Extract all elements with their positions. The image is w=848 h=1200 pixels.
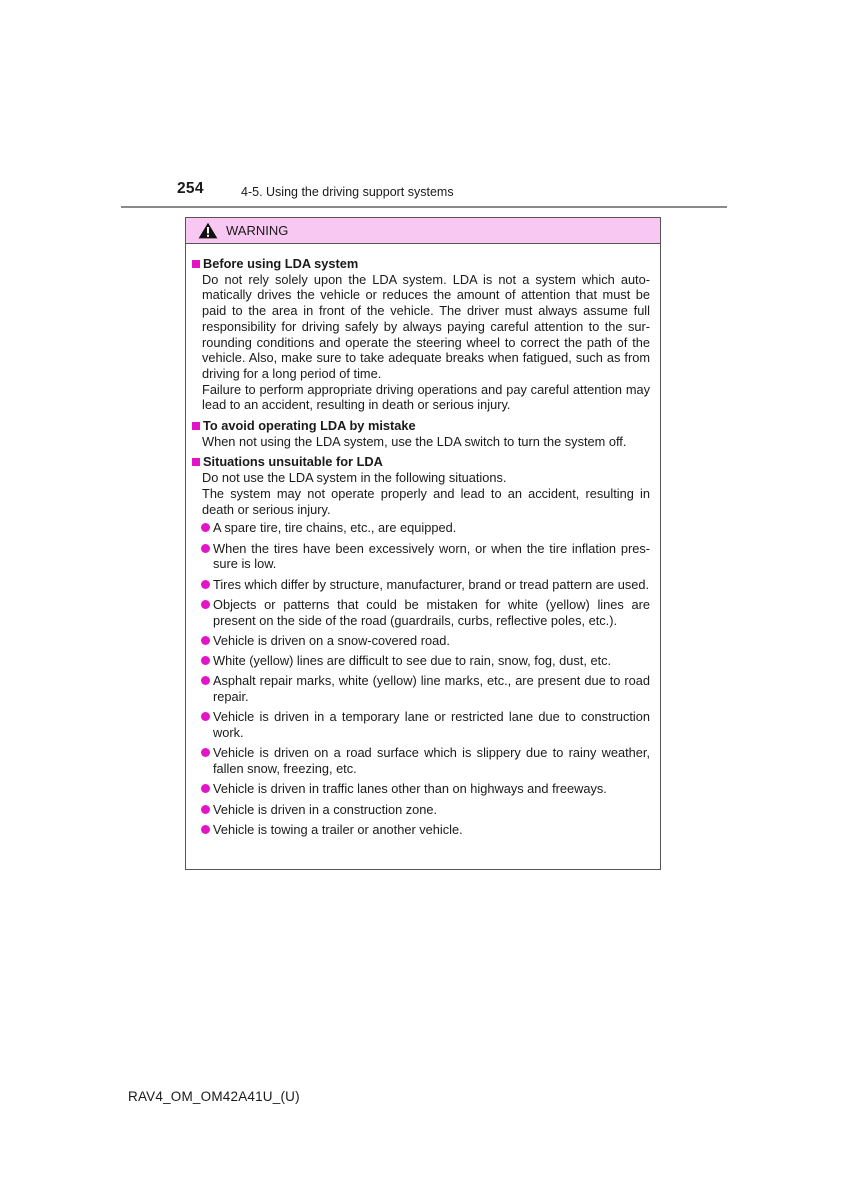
section-paragraph: The system may not operate properly and lead to an accident, resulting in death or serious injury. <box>202 485 650 517</box>
page-number: 254 <box>177 180 204 197</box>
warning-title: WARNING <box>226 223 289 238</box>
circle-bullet-icon <box>201 784 210 793</box>
list-item-text: White (yellow) lines are difficult to see due to rain, snow, fog, dust, etc. <box>213 653 612 669</box>
list-item <box>200 781 650 797</box>
warning-box <box>185 217 661 870</box>
list-item <box>200 673 650 704</box>
list-item <box>200 802 650 818</box>
section-paragraph: When not using the LDA system, use the LDA switch to turn the system off. <box>202 433 627 449</box>
warning-section <box>192 256 654 413</box>
list-item <box>200 577 650 593</box>
circle-bullet-icon <box>201 580 210 589</box>
section-heading <box>192 454 654 470</box>
list-item <box>200 597 650 628</box>
circle-bullet-icon <box>201 523 210 532</box>
circle-bullet-icon <box>201 656 210 665</box>
circle-bullet-icon <box>201 805 210 814</box>
section-heading-text: Before using LDA system <box>203 256 359 271</box>
list-item-text: Objects or patterns that could be mistaken for white (yellow) lines are present on the side of the road (guardrails, curbs, reflective poles, etc.). <box>213 596 650 628</box>
list-item <box>200 822 650 838</box>
list-item-text: Tires which differ by structure, manufacturer, brand or tread pattern are used. <box>213 576 650 592</box>
square-bullet-icon <box>192 422 200 430</box>
circle-bullet-icon <box>201 636 210 645</box>
warning-triangle-icon <box>198 222 218 239</box>
footer-doc-code: RAV4_OM_OM42A41U_(U) <box>128 1089 300 1104</box>
section-heading <box>192 418 654 434</box>
circle-bullet-icon <box>201 676 210 685</box>
section-title: 4-5. Using the driving support systems <box>241 185 454 199</box>
circle-bullet-icon <box>201 825 210 834</box>
list-item-text: Vehicle is driven on a snow-covered road. <box>213 632 450 648</box>
section-paragraph: Failure to perform appropriate driving operations and pay careful attention may lead to an accident, resulting in death or serious injury. <box>202 381 650 413</box>
situation-list <box>200 520 650 837</box>
list-item <box>200 653 650 669</box>
warning-header <box>186 218 660 244</box>
warning-section <box>192 454 654 837</box>
section-heading-text: To avoid operating LDA by mistake <box>203 418 416 434</box>
list-item-text: When the tires have been excessively worn, or when the tire inflation pres-sure is low. <box>213 540 650 572</box>
list-item <box>200 541 650 572</box>
circle-bullet-icon <box>201 748 210 757</box>
section-heading-text: Situations unsuitable for LDA <box>203 454 383 470</box>
list-item-text: Vehicle is towing a trailer or another vehicle. <box>213 822 463 838</box>
list-item-text: A spare tire, tire chains, etc., are equipped. <box>213 520 457 536</box>
list-item-text: Vehicle is driven in a construction zone. <box>213 801 438 817</box>
circle-bullet-icon <box>201 544 210 553</box>
circle-bullet-icon <box>201 600 210 609</box>
list-item <box>200 520 650 536</box>
header-rule <box>121 206 727 208</box>
section-paragraph: Do not rely solely upon the LDA system. LDA is not a system which auto-matically drives the vehicle or reduces the amount of attention that must be paid to the area in front of the vehicle. The driver must always assume full responsibility for driving safely by always paying careful attention to the sur-rounding conditions and operate the steering wheel to correct the path of the vehicle. Also, make sure to take adequate breaks when fatigued, such as from driving for a long period of time. <box>202 271 650 381</box>
warning-content <box>186 244 660 838</box>
list-item <box>200 745 650 776</box>
list-item-text: Vehicle is driven on a road surface which is slippery due to rainy weather, fallen snow, freezing, etc. <box>213 745 650 777</box>
list-item-text: Vehicle is driven in a temporary lane or restricted lane due to construction work. <box>213 709 650 741</box>
circle-bullet-icon <box>201 712 210 721</box>
section-paragraph: Do not use the LDA system in the following situations. <box>202 470 507 486</box>
square-bullet-icon <box>192 458 200 466</box>
list-item-text: Vehicle is driven in traffic lanes other than on highways and freeways. <box>213 781 607 797</box>
warning-section <box>192 418 654 449</box>
list-item <box>200 709 650 740</box>
section-heading <box>192 256 654 272</box>
list-item-text: Asphalt repair marks, white (yellow) line marks, etc., are present due to road repair. <box>213 673 650 705</box>
list-item <box>200 633 650 649</box>
square-bullet-icon <box>192 260 200 268</box>
